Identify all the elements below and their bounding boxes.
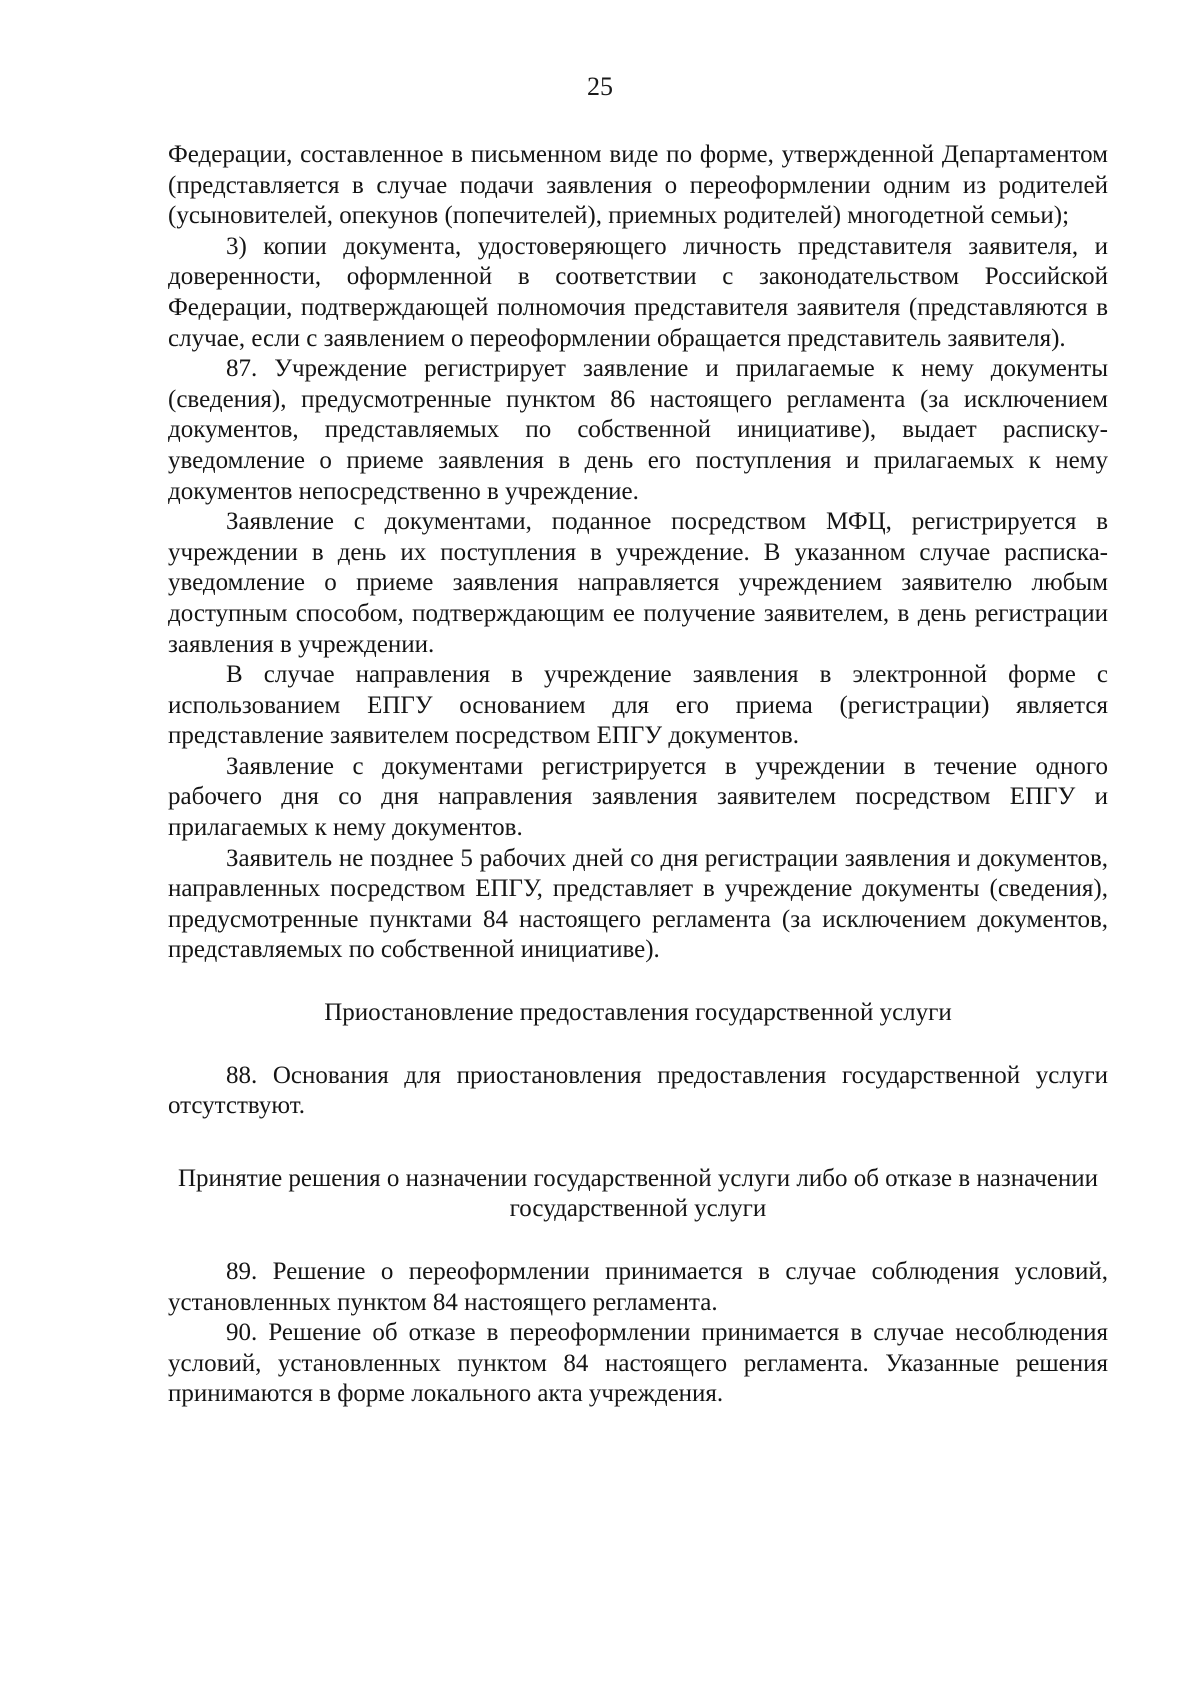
paragraph-89: 89. Решение о переоформлении принимается в случае соблюдения условий, установленных пунктом 84 настоящего регламента. [168,1258,1108,1316]
paragraph-continuation: Федерации, составленное в письменном виде по форме, утвержденной Департаментом (представляется в случае подачи заявления о переоформлении одним из родителей (усыновителей, опекунов (попечителей), приемных родителей) многодетной семьи); [168,141,1108,230]
paragraph-item-3: 3) копии документа, удостоверяющего личность представителя заявителя, и доверенности, оформленной в соответствии с законодательством Российской Федерации, подтверждающей полномочия представителя заявителя (представляются в случае, если с заявлением о переоформлении обращается представитель заявителя). [168,232,1108,352]
paragraph-electronic-form: В случае направления в учреждение заявления в электронной форме с использованием ЕПГУ основанием для его приема (регистрации) является представление заявителем посредством ЕПГУ документов. [168,661,1108,750]
section-heading-decision: Принятие решения о назначении государственной услуги либо об отказе в назначении государственной услуги [177,1164,1099,1223]
paragraph-applicant-deadline: Заявитель не позднее 5 рабочих дней со дня регистрации заявления и документов, направленных посредством ЕПГУ, представляет в учреждение документы (сведения), предусмотренные пунктами 84 настоящего регламента (за исключением документов, представляемых по собственной инициативе). [168,844,1108,964]
paragraph-registration-deadline: Заявление с документами регистрируется в учреждении в течение одного рабочего дня со дня направления заявления заявителем посредством ЕПГУ и прилагаемых к нему документов. [168,752,1108,842]
page-number: 25 [587,72,613,101]
paragraph-90: 90. Решение об отказе в переоформлении принимается в случае несоблюдения условий, установленных пунктом 84 настоящего регламента. Указанные решения принимаются в форме локального акта учреждения. [168,1319,1108,1408]
paragraph-mfc-registration: Заявление с документами, поданное посредством МФЦ, регистрируется в учреждении в день их поступления в учреждение. В указанном случае расписка-уведомление о приеме заявления направляется учреждением заявителю любым доступным способом, подтверждающим ее получение заявителем, в день регистрации заявления в учреждении. [168,508,1108,658]
section-heading-suspension: Приостановление предоставления государственной услуги [324,999,952,1027]
paragraph-87: 87. Учреждение регистрирует заявление и прилагаемые к нему документы (сведения), предусмотренные пунктом 86 настоящего регламента (за исключением документов, представляемых по собственной инициативе), выдает расписку-уведомление о приеме заявления в день его поступления и прилагаемых к нему документов непосредственно в учреждение. [168,355,1108,505]
paragraph-88: 88. Основания для приостановления предоставления государственной услуги отсутствуют. [168,1061,1108,1120]
document-body [168,140,1108,1410]
